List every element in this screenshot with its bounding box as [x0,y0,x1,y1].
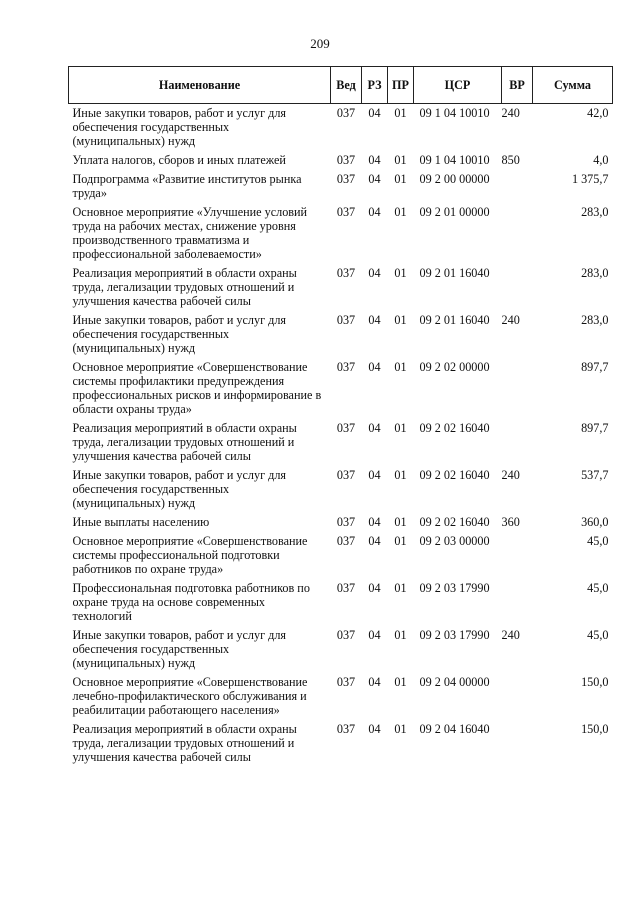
cell-csr: 09 1 04 10010 [419,153,490,167]
cell-rz: 04 [368,205,381,219]
cell-pr: 01 [394,581,407,595]
cell-vr [502,580,533,627]
cell-pr: 01 [394,360,407,374]
table-row [69,533,613,580]
cell-rz: 04 [368,675,381,689]
cell-rz: 04 [368,153,381,167]
cell-sum: 45,0 [587,628,609,642]
cell-sum: 897,7 [581,421,609,435]
cell-sum: 897,7 [581,360,609,374]
cell-csr: 09 2 03 17990 [419,628,490,642]
cell-sum: 283,0 [581,313,609,327]
cell-csr: 09 2 00 00000 [419,172,490,186]
table-row [69,171,613,204]
cell-name: Основное мероприятие «Улучшение условий труда на рабочих местах, снижение уровня производственного травматизма и профессиональной заболеваемости» [72,205,308,261]
cell-vr [502,420,533,467]
cell-vr [502,359,533,420]
cell-sum: 1 375,7 [571,172,609,186]
cell-rz: 04 [368,266,381,280]
cell-pr: 01 [394,266,407,280]
cell-pr: 01 [394,534,407,548]
cell-vr: 360 [501,515,520,529]
column-header-csr: ЦСР [414,67,502,104]
cell-vr [502,674,533,721]
cell-pr: 01 [394,172,407,186]
cell-name: Реализация мероприятий в области охраны труда, легализации трудовых отношений и улучшения качества рабочей силы [72,421,297,463]
column-header-rz: РЗ [362,67,388,104]
cell-csr: 09 2 04 00000 [419,675,490,689]
column-header-pr: ПР [388,67,414,104]
cell-ved: 037 [336,581,356,595]
cell-ved: 037 [336,628,356,642]
cell-vr: 240 [501,313,520,327]
cell-sum: 283,0 [581,205,609,219]
cell-pr: 01 [394,205,407,219]
cell-sum: 360,0 [581,515,609,529]
cell-ved: 037 [336,153,356,167]
cell-name: Подпрограмма «Развитие институтов рынка труда» [72,172,302,200]
cell-sum: 150,0 [581,675,609,689]
table-row [69,265,613,312]
cell-vr: 850 [501,153,520,167]
cell-csr: 09 2 04 16040 [419,722,490,736]
cell-name: Реализация мероприятий в области охраны труда, легализации трудовых отношений и улучшения качества рабочей силы [72,722,297,764]
page-number: 209 [310,36,330,51]
cell-csr: 09 1 04 10010 [419,106,490,120]
cell-csr: 09 2 03 17990 [419,581,490,595]
cell-sum: 150,0 [581,722,609,736]
cell-rz: 04 [368,581,381,595]
cell-pr: 01 [394,468,407,482]
cell-ved: 037 [336,172,356,186]
cell-ved: 037 [336,205,356,219]
cell-ved: 037 [336,468,356,482]
cell-csr: 09 2 02 00000 [419,360,490,374]
cell-rz: 04 [368,515,381,529]
cell-pr: 01 [394,515,407,529]
cell-csr: 09 2 01 16040 [419,313,490,327]
cell-rz: 04 [368,628,381,642]
cell-rz: 04 [368,106,381,120]
cell-name: Иные выплаты населению [72,515,210,529]
table-row [69,580,613,627]
cell-ved: 037 [336,360,356,374]
column-header-vr: ВР [502,67,533,104]
cell-pr: 01 [394,722,407,736]
cell-pr: 01 [394,106,407,120]
table-row [69,104,613,153]
cell-csr: 09 2 02 16040 [419,468,490,482]
cell-csr: 09 2 01 16040 [419,266,490,280]
cell-name: Иные закупки товаров, работ и услуг для обеспечения государственных (муниципальных) нужд [72,106,287,148]
column-header-ved: Вед [331,67,362,104]
table-row [69,312,613,359]
cell-pr: 01 [394,628,407,642]
cell-sum: 4,0 [593,153,609,167]
cell-rz: 04 [368,172,381,186]
cell-pr: 01 [394,153,407,167]
cell-rz: 04 [368,421,381,435]
column-header-name: Наименование [69,67,331,104]
table-row [69,674,613,721]
cell-rz: 04 [368,313,381,327]
cell-sum: 42,0 [587,106,609,120]
cell-vr: 240 [501,106,520,120]
cell-name: Реализация мероприятий в области охраны труда, легализации трудовых отношений и улучшения качества рабочей силы [72,266,297,308]
cell-name: Уплата налогов, сборов и иных платежей [72,153,286,167]
cell-ved: 037 [336,106,356,120]
table-row [69,420,613,467]
column-header-sum: Сумма [533,67,613,104]
cell-rz: 04 [368,360,381,374]
cell-name: Основное мероприятие «Совершенствование системы профессиональной подготовки работников по охране труда» [72,534,308,576]
cell-name: Профессиональная подготовка работников по охране труда на основе современных технологий [72,581,310,623]
cell-ved: 037 [336,722,356,736]
cell-vr: 240 [501,468,520,482]
cell-ved: 037 [336,266,356,280]
cell-vr [502,721,533,768]
table-body [69,104,613,769]
cell-sum: 283,0 [581,266,609,280]
cell-name: Иные закупки товаров, работ и услуг для обеспечения государственных (муниципальных) нужд [72,313,287,355]
cell-rz: 04 [368,468,381,482]
cell-name: Основное мероприятие «Совершенствование лечебно-профилактического обслуживания и реабилитации работающего населения» [72,675,308,717]
cell-rz: 04 [368,534,381,548]
cell-ved: 037 [336,515,356,529]
cell-rz: 04 [368,722,381,736]
cell-name: Иные закупки товаров, работ и услуг для обеспечения государственных (муниципальных) нужд [72,468,287,510]
table-row [69,152,613,171]
cell-vr [502,265,533,312]
table-row [69,204,613,265]
cell-csr: 09 2 02 16040 [419,515,490,529]
cell-vr [502,533,533,580]
cell-vr: 240 [501,628,520,642]
cell-csr: 09 2 01 00000 [419,205,490,219]
cell-name: Основное мероприятие «Совершенствование системы профилактики предупреждения профессиональных рисков и информирование в области охраны труда» [72,360,322,416]
cell-ved: 037 [336,675,356,689]
cell-pr: 01 [394,421,407,435]
cell-vr [502,204,533,265]
cell-ved: 037 [336,534,356,548]
cell-ved: 037 [336,313,356,327]
cell-vr [502,171,533,204]
table-row [69,514,613,533]
table-row [69,467,613,514]
cell-sum: 537,7 [581,468,609,482]
budget-table [68,66,613,768]
cell-csr: 09 2 03 00000 [419,534,490,548]
cell-ved: 037 [336,421,356,435]
cell-pr: 01 [394,313,407,327]
cell-sum: 45,0 [587,581,609,595]
cell-pr: 01 [394,675,407,689]
cell-csr: 09 2 02 16040 [419,421,490,435]
table-row [69,359,613,420]
table-header [69,67,613,104]
cell-name: Иные закупки товаров, работ и услуг для обеспечения государственных (муниципальных) нужд [72,628,287,670]
cell-sum: 45,0 [587,534,609,548]
table-row [69,627,613,674]
table-row [69,721,613,768]
